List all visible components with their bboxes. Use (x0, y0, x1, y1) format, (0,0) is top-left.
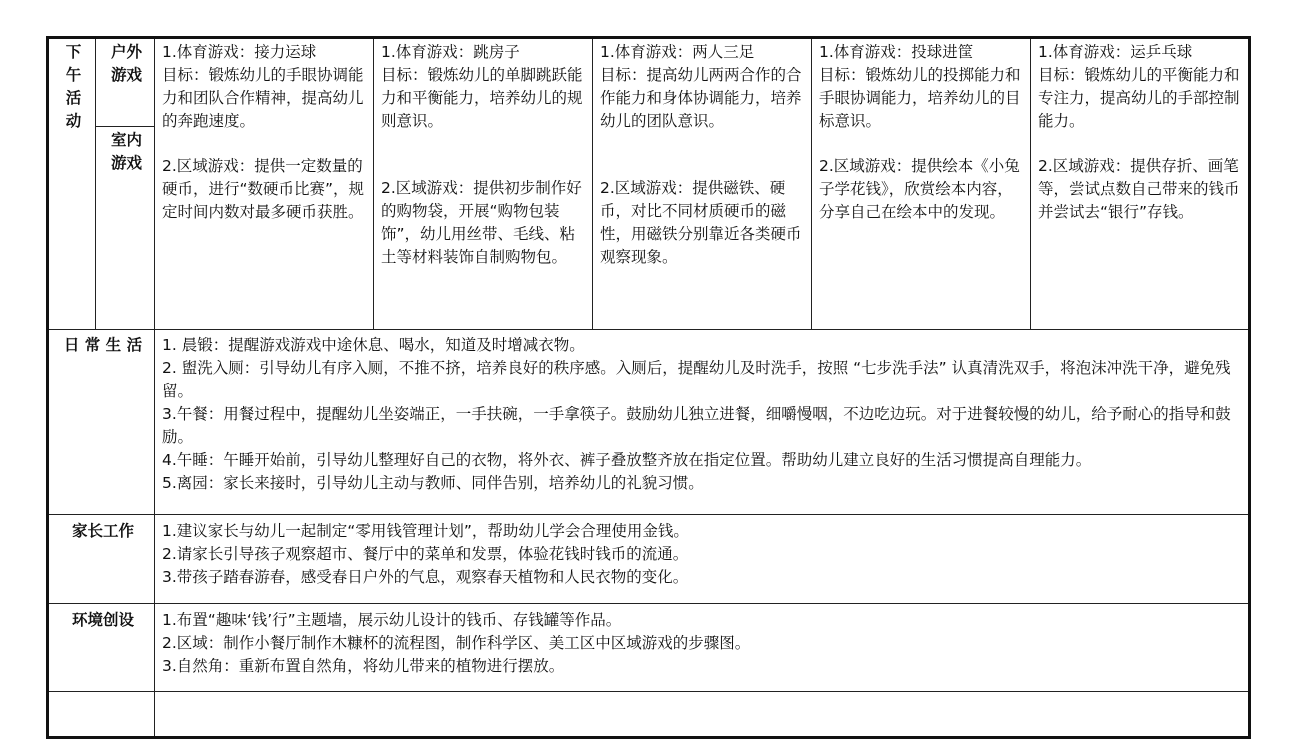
indoor-label-line: 室内 (110, 131, 142, 149)
afternoon-header-char: 动 (65, 112, 82, 130)
outdoor-game-goal: 目标：锻炼幼儿的平衡能力和专注力，提高幼儿的手部控制能力。 (1038, 66, 1240, 130)
parent-work-item: 1.建议家长与幼儿一起制定“零用钱管理计划”，帮助幼儿学会合理使用金钱。 (162, 522, 689, 540)
outdoor-game-title: 1.体育游戏：运乒乓球 (1038, 43, 1193, 61)
daily-life-header: 日 常 生 活 (48, 330, 155, 515)
afternoon-header-char: 下 (65, 43, 82, 61)
outdoor-game-goal: 目标：锻炼幼儿的手眼协调能力和团队合作精神，提高幼儿的奔跑速度。 (162, 66, 364, 130)
afternoon-day-4 (812, 38, 1031, 330)
parent-work-item: 2.请家长引导孩子观察超市、餐厅中的菜单和发票，体验花钱时钱币的流通。 (162, 545, 689, 563)
indoor-game-text: 2.区域游戏：提供存折、画笔等，尝试点数自己带来的钱币并尝试去“银行”存钱。 (1038, 157, 1240, 221)
afternoon-header-char: 活 (65, 89, 82, 107)
outdoor-game-goal: 目标：提高幼儿两两合作的合作能力和身体协调能力，培养幼儿的团队意识。 (600, 66, 802, 130)
indoor-game-text: 2.区域游戏：提供绘本《小兔子学花钱》，欣赏绘本内容，分享自己在绘本中的发现。 (819, 157, 1020, 221)
outdoor-game-title: 1.体育游戏：跳房子 (381, 43, 520, 61)
environment-header: 环境创设 (48, 604, 155, 692)
environment-item: 1.布置“趣味‘钱’行”主题墙，展示幼儿设计的钱币、存钱罐等作品。 (162, 611, 622, 629)
indoor-game-text: 2.区域游戏：提供磁铁、硬币，对比不同材质硬币的磁性，用磁铁分别靠近各类硬币观察现象。 (600, 179, 802, 266)
weekly-plan-table (46, 36, 1251, 739)
outdoor-game-title: 1.体育游戏：投球进筐 (819, 43, 974, 61)
environment-item: 3.自然角：重新布置自然角，将幼儿带来的植物进行摆放。 (162, 657, 565, 675)
parent-work-row (48, 515, 1250, 604)
afternoon-day-3 (593, 38, 812, 330)
afternoon-day-2 (374, 38, 593, 330)
daily-life-item: 2. 盥洗入厕：引导幼儿有序入厕，不推不挤，培养良好的秩序感。入厕后，提醒幼儿及时洗手，按照 “七步洗手法” 认真清洗双手，将泡沫冲洗干净，避免残留。 (162, 359, 1231, 400)
parent-work-header: 家长工作 (48, 515, 155, 604)
indoor-game-text: 2.区域游戏：提供一定数量的硬币，进行“数硬币比赛”，规定时间内数对最多硬币获胜。 (162, 157, 365, 221)
next-row-content (155, 692, 1250, 738)
daily-life-item: 4.午睡：午睡开始前，引导幼儿整理好自己的衣物，将外衣、裤子叠放整齐放在指定位置。帮助幼儿建立良好的生活习惯提高自理能力。 (162, 451, 1092, 469)
indoor-game-text: 2.区域游戏：提供初步制作好的购物袋，开展“购物包装饰”，幼儿用丝带、毛线、粘土等材料装饰自制购物包。 (381, 179, 582, 266)
environment-row (48, 604, 1250, 692)
afternoon-day-1 (155, 38, 374, 330)
outdoor-game-title: 1.体育游戏：接力运球 (162, 43, 317, 61)
afternoon-day-5 (1031, 38, 1250, 330)
daily-life-item: 3.午餐：用餐过程中，提醒幼儿坐姿端正，一手扶碗，一手拿筷子。鼓励幼儿独立进餐，细嚼慢咽，不边吃边玩。对于进餐较慢的幼儿，给予耐心的指导和鼓励。 (162, 405, 1231, 446)
environment-item: 2.区域：制作小餐厅制作木糠杯的流程图，制作科学区、美工区中区域游戏的步骤图。 (162, 634, 751, 652)
outdoor-label-line: 游戏 (110, 66, 142, 84)
outdoor-game-goal: 目标：锻炼幼儿的单脚跳跃能力和平衡能力，培养幼儿的规则意识。 (381, 66, 583, 130)
outdoor-game-goal: 目标：锻炼幼儿的投掷能力和手眼协调能力，培养幼儿的目标意识。 (819, 66, 1021, 130)
daily-life-content (155, 330, 1250, 515)
indoor-games-label (96, 127, 155, 330)
afternoon-header-char: 午 (65, 66, 82, 84)
next-row-partial (48, 692, 1250, 738)
next-row-header (48, 692, 155, 738)
environment-content (155, 604, 1250, 692)
afternoon-activities-header (48, 38, 96, 330)
daily-life-row (48, 330, 1250, 515)
indoor-label-line: 游戏 (110, 154, 142, 172)
parent-work-content (155, 515, 1250, 604)
afternoon-outdoor-row (48, 38, 1250, 127)
daily-life-item: 5.离园：家长来接时，引导幼儿主动与教师、同伴告别，培养幼儿的礼貌习惯。 (162, 474, 704, 492)
outdoor-label-line: 户外 (110, 43, 142, 61)
outdoor-games-label (96, 38, 155, 127)
daily-life-item: 1. 晨锻：提醒游戏游戏中途休息、喝水，知道及时增减衣物。 (162, 336, 585, 354)
outdoor-game-title: 1.体育游戏：两人三足 (600, 43, 755, 61)
parent-work-item: 3.带孩子踏春游春，感受春日户外的气息，观察春天植物和人民衣物的变化。 (162, 568, 689, 586)
